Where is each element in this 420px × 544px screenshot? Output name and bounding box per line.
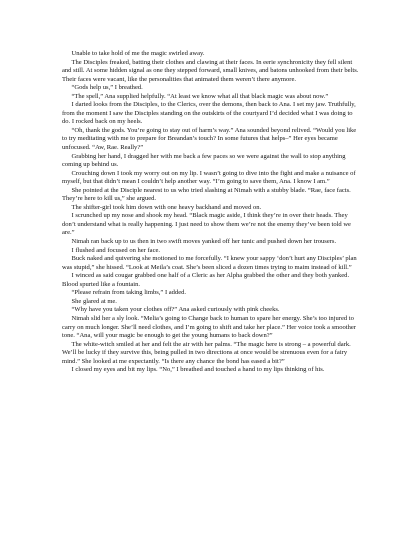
paragraph: “Why have you taken your clothes off?” Ana asked curiously with pink cheeks.	[71, 306, 280, 314]
paragraph: “Please refrain from taking limbs,” I added.	[71, 289, 187, 297]
paragraph: I flushed and focused on her face.	[71, 246, 161, 254]
paragraph: I winced as said cougar grabbed one half of a Cleric as her Alpha grabbed the other and they both yanked. Blood spurted like a fountain.	[62, 272, 350, 288]
paragraph: “Oh, thank the gods. You’re going to stay out of harm’s way.” Ana sounded beyond relived. “Would you like to try meditating with me to prepare for Breandan’s touch? In some futures that helps–” Her eyes became unfocused. “Aw, Rae. Really?”	[62, 126, 357, 152]
paragraph: Crouching down I took my worry out on my lip. I wasn’t going to dive into the fight and make a nuisance of myself, but that didn’t mean I couldn’t help another way. “I’m going to save them, Ana. I know I am.”	[62, 169, 356, 186]
paragraph: She pointed at the Disciple nearest to us who tried slashing at Nimah with a stubby blade. “Rae, face facts. They’re here to kill us,” she argued.	[62, 186, 351, 203]
paragraph: I closed my eyes and bit my lips. “No,” I breathed and touched a hand to my lips thinking of his.	[71, 366, 325, 374]
paragraph: “The spell,” Ana supplied helpfully. “At least we know what all that black magic was about now.”	[71, 92, 329, 100]
paragraph: Nimah slid her a sly look. “Melia’s going to Change back to human to spare her energy. She’s too injured to carry on much longer. She’ll need clothes, and I’m going to shift and take her place.” Her voice took a smoother tone. “Ana, will your magic be enough to get the young humans to back down?”	[62, 314, 356, 340]
paragraph: Grabbing her hand, I dragged her with me back a few paces so we were against the wall to stop anything coming up behind us.	[62, 152, 346, 169]
paragraph: I darted looks from the Disciples, to the Clerics, over the demons, then back to Ana. I set my jaw. Truthfully, from the moment I saw the Disciples standing on the outskirts of the courtyard I’d decided what I was doing to do. I rocked back on my heels.	[62, 101, 356, 126]
paragraph: Nimah ran back up to us then in two swift moves yanked off her tunic and pushed down her trousers.	[71, 238, 337, 246]
paragraph: The Disciples freaked, batting their clothes and clawing at their faces. In eerie synchronicity they fell silent and still. At some hidden signal as one they stepped forward, small knives, and batons unhooked from their belts. Their faces were vacant, like the personalities that animated them weren’t there anymore.	[62, 58, 359, 83]
body-text	[62, 50, 362, 375]
paragraph: I scrunched up my nose and shook my head. “Black magic aside, I think they’re in over their heads. They don’t understand what is really happening. I just need to show them we’re not the enemy they’ve been told we are.”	[62, 212, 351, 237]
paragraph: The white-witch smiled at her and felt the air with her palms. “The magic here is strong – a powerful dark. We’ll be lucky if they survive this, being pulled in two directions at once would be strenuous even for a fairy mind.” She looked at me expectantly. “Is there any chance the bond has eased a bit?”	[62, 340, 351, 365]
paragraph: “Gods help us,” I breathed.	[71, 84, 143, 92]
paragraph: She glared at me.	[71, 297, 117, 305]
paragraph: Unable to take hold of me the magic swirled away.	[71, 50, 205, 57]
paragraph: The shifter-girl took him down with one heavy backhand and moved on.	[71, 203, 262, 211]
paragraph: Buck naked and quivering she motioned to me forcefully. “I knew your sappy ‘don’t hurt any Disciples’ plan was stupid,” she hissed. “Look at Meila’s coat. She’s been sliced a dozen times trying to maim instead of kill.”	[62, 255, 357, 271]
